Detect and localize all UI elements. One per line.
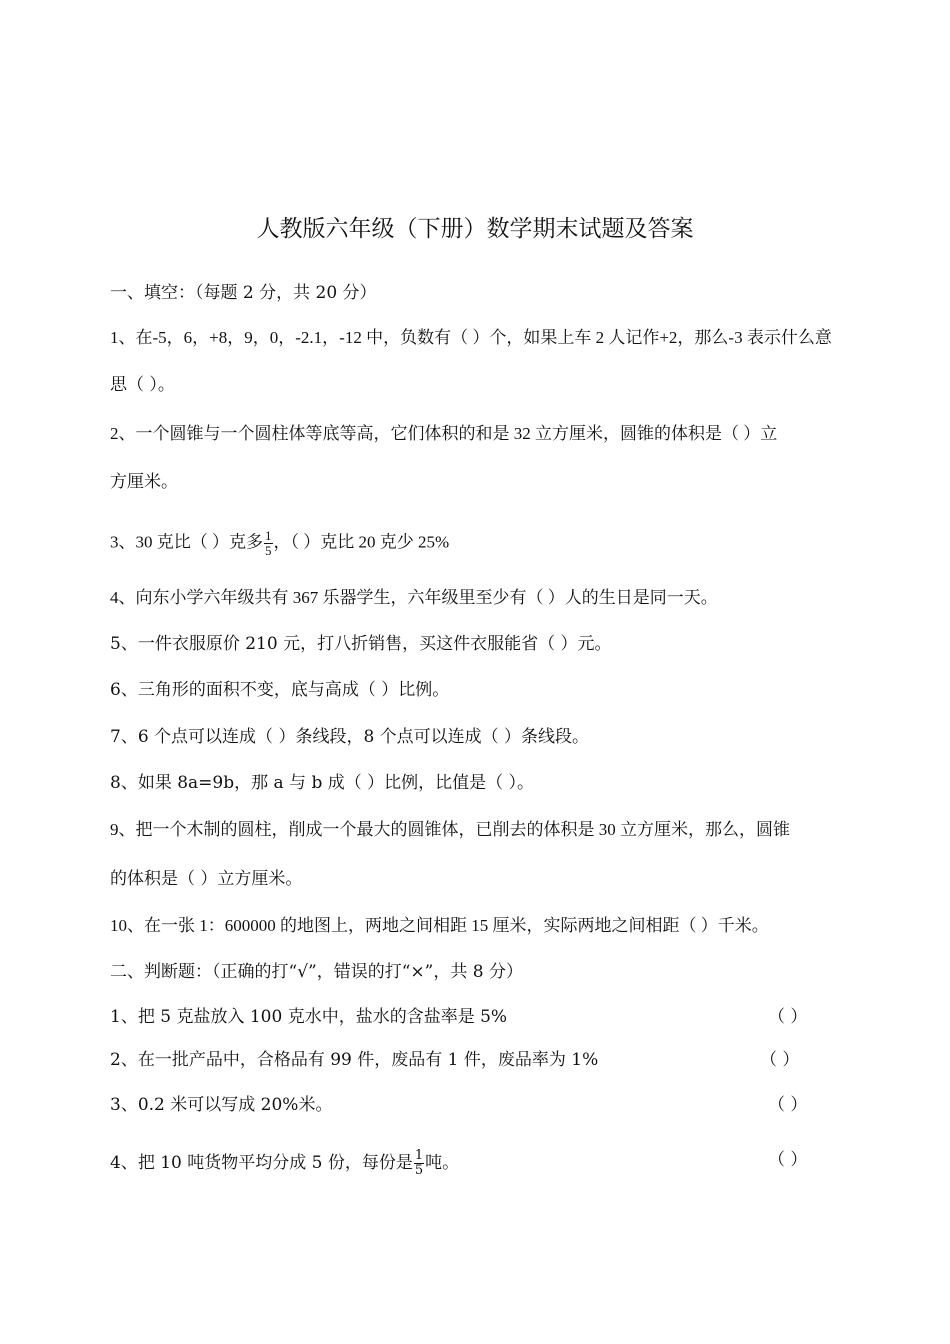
fraction-denominator: 5 [414, 1163, 424, 1178]
judgement-3: 3、0.2 米可以写成 20%米。 [110, 1095, 333, 1115]
question-10: 10、在一张 1：600000 的地图上，两地之间相距 15 厘米，实际两地之间相距（ ）千米。 [110, 916, 769, 935]
fraction-numerator: 1 [265, 528, 272, 543]
question-8: 8、如果 8a=9b，那 a 与 b 成（ ）比例，比值是（ ）。 [110, 773, 535, 793]
fraction [414, 1149, 424, 1178]
judgement-1: 1、把 5 克盐放入 100 克水中，盐水的含盐率是 5% [110, 1007, 508, 1027]
answer-blank-3: （ ） [768, 1095, 808, 1115]
answer-blank-4: （ ） [768, 1150, 808, 1170]
question-4: 4、向东小学六年级共有 367 乐器学生，六年级里至少有（ ）人的生日是同一天。 [110, 588, 718, 607]
judgement-4-prefix: 4、把 10 吨货物平均分成 5 份，每份是 [110, 1153, 413, 1173]
judgement-4-suffix: 吨。 [425, 1153, 460, 1173]
answer-blank-1: （ ） [768, 1007, 808, 1027]
fraction-numerator: 1 [414, 1148, 424, 1163]
question-7: 7、6 个点可以连成（ ）条线段，8 个点可以连成（ ）条线段。 [110, 727, 590, 747]
page-title: 人教版六年级（下册）数学期末试题及答案 [256, 216, 694, 242]
question-2-line-1: 2、一个圆锥与一个圆柱体等底等高，它们体积的和是 32 立方厘米，圆锥的体积是（ ）立 [110, 424, 778, 443]
question-1-line-1: 1、在-5，6，+8，9，0，-2.1，-12 中，负数有（ ）个，如果上车 2 人记作+2，那么-3 表示什么意 [110, 328, 832, 347]
fraction [264, 529, 273, 558]
question-9-line-2: 的体积是（ ）立方厘米。 [110, 869, 303, 889]
question-3-suffix: ，（ ）克比 20 克少 25% [273, 532, 450, 552]
judgement-4 [110, 1149, 459, 1178]
question-3 [110, 529, 449, 558]
question-6: 6、三角形的面积不变，底与高成（ ）比例。 [110, 680, 450, 700]
section-heading-true-false: 二、判断题：（正确的打“√”，错误的打“×”，共 8 分） [110, 962, 523, 982]
answer-blank-2: （ ） [760, 1050, 800, 1070]
fraction-denominator: 5 [265, 543, 272, 558]
question-1-line-2: 思（ ）。 [110, 375, 175, 395]
question-2-line-2: 方厘米。 [110, 472, 178, 492]
question-3-prefix: 3、30 克比（ ）克多 [110, 532, 263, 552]
section-heading-fill-in: 一、填空：（每题 2 分，共 20 分） [110, 283, 377, 303]
question-5: 5、一件衣服原价 210 元，打八折销售，买这件衣服能省（ ）元。 [110, 634, 612, 654]
question-9-line-1: 9、把一个木制的圆柱，削成一个最大的圆锥体，已削去的体积是 30 立方厘米，那么，圆锥 [110, 820, 790, 839]
judgement-2: 2、在一批产品中，合格品有 99 件，废品有 1 件，废品率为 1% [110, 1050, 599, 1070]
